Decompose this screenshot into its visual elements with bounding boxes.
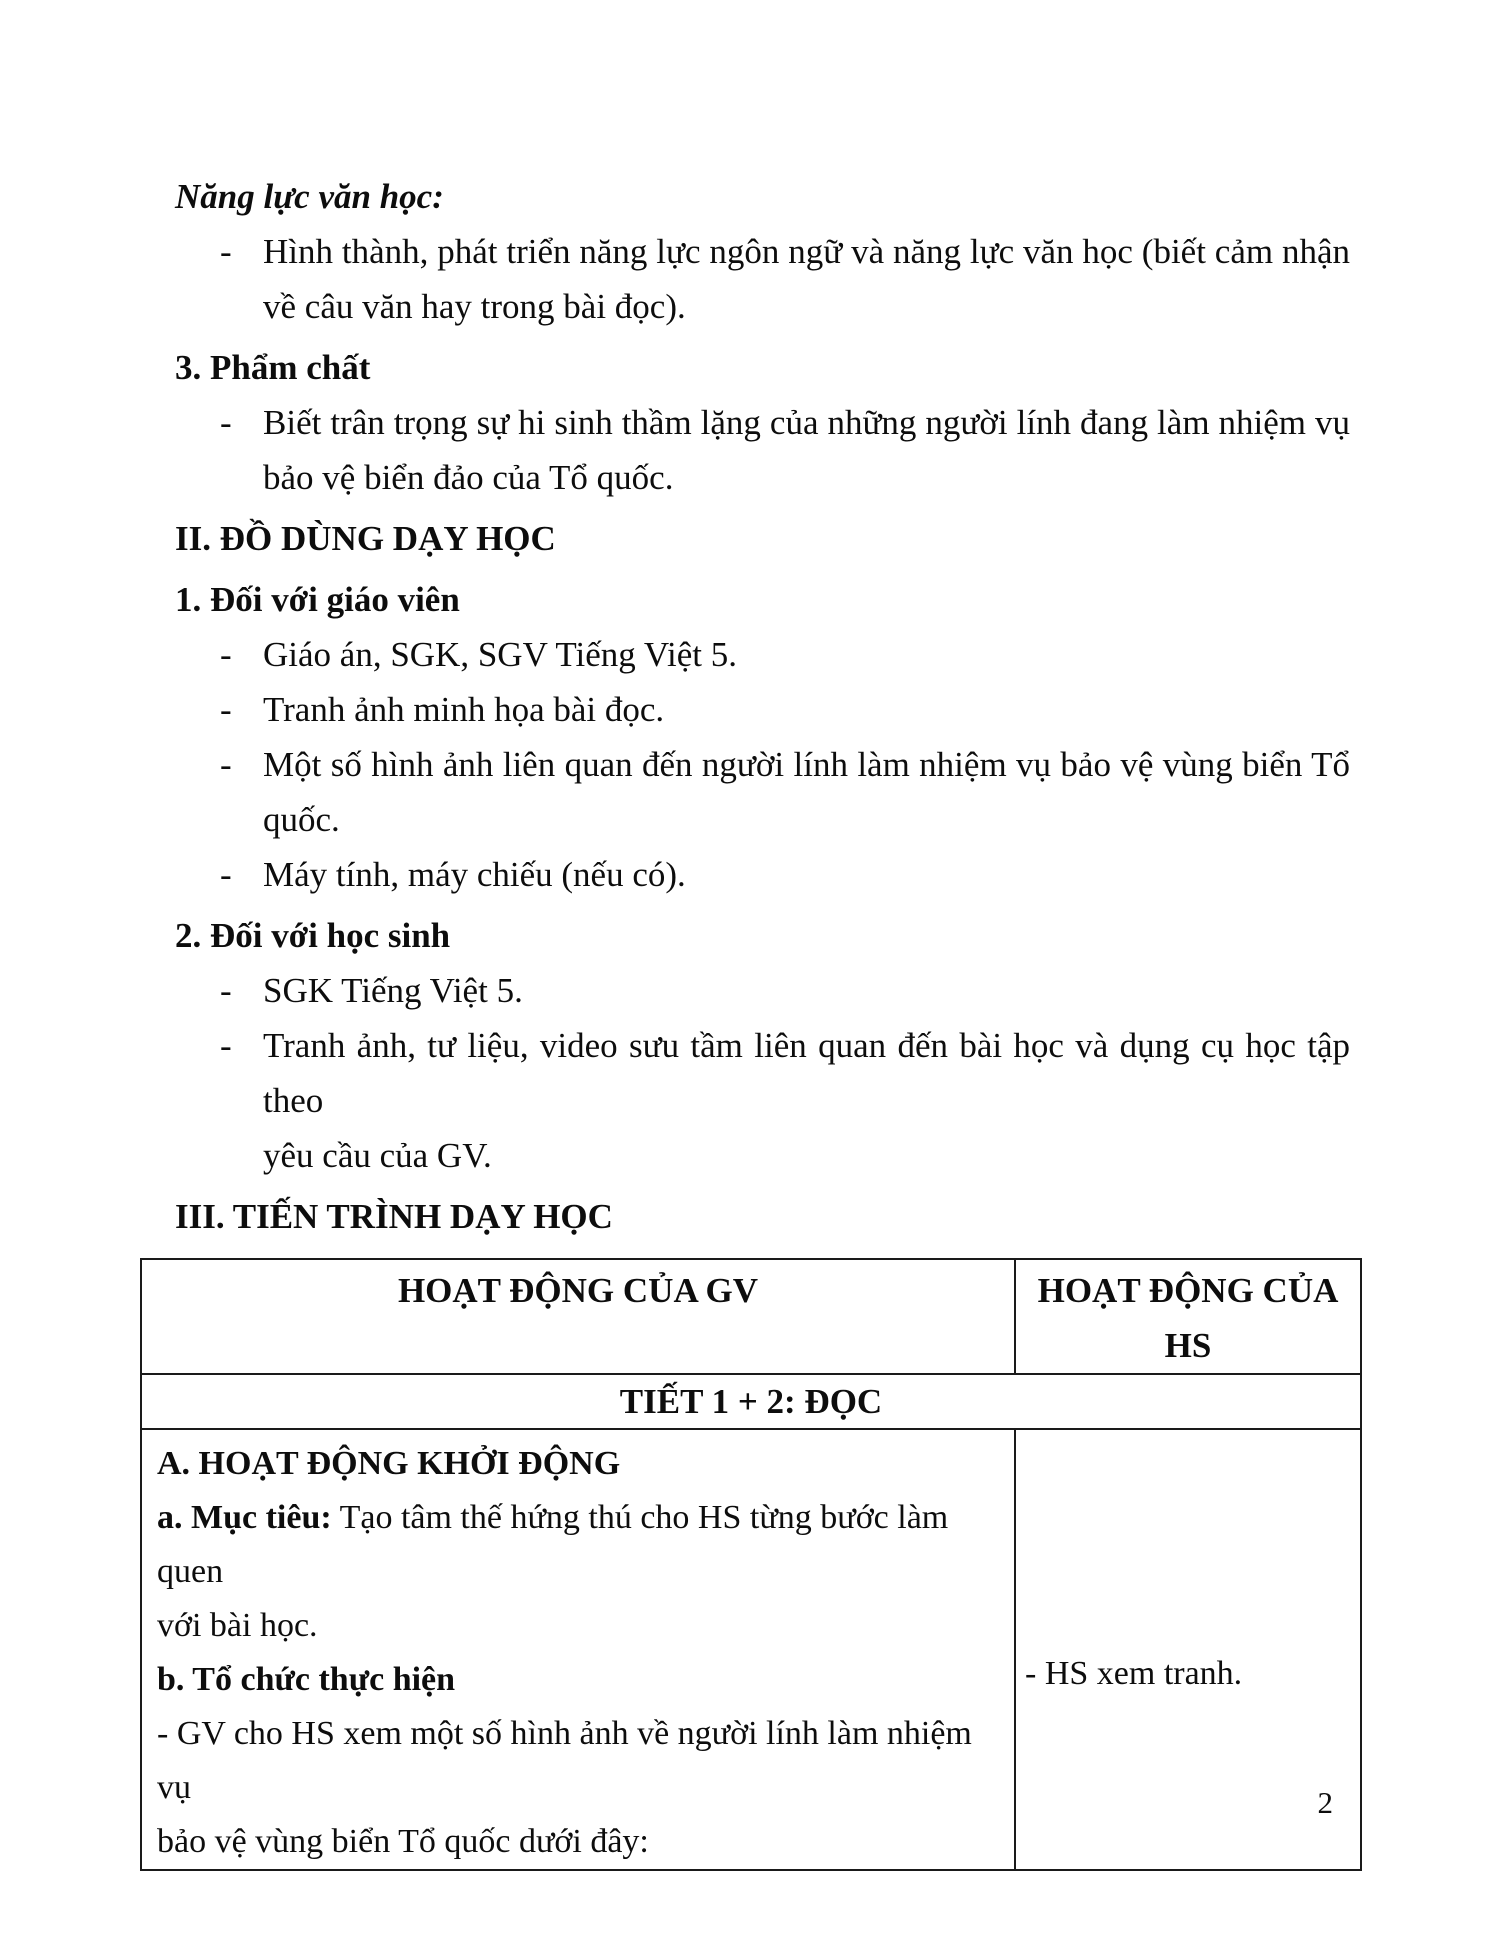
- bullet-sgk-text: SGK Tiếng Việt 5.: [263, 971, 523, 1010]
- tiet-doc-cell: TIẾT 1 + 2: ĐỌC: [141, 1374, 1361, 1429]
- bullet-biet-tran-trong-line2: bảo vệ biển đảo của Tổ quốc.: [263, 458, 674, 497]
- bullet-dash: -: [220, 745, 232, 784]
- heading-doi-voi-hoc-sinh: 2. Đối với học sinh: [175, 916, 451, 955]
- bullet-dash: -: [220, 635, 232, 674]
- table-header-row: [141, 1259, 1361, 1374]
- header-cell-hs: [1015, 1259, 1361, 1374]
- table-section-row: [141, 1374, 1361, 1429]
- gv-activity-cell: [141, 1429, 1015, 1870]
- header-hs-label-line1: HOẠT ĐỘNG CỦA: [1037, 1271, 1339, 1310]
- bullet-tranh-anh: [175, 682, 1350, 737]
- heading-do-dung-day-hoc: II. ĐỒ DÙNG DẠY HỌC: [175, 519, 556, 558]
- hs-activity-cell: [1015, 1429, 1361, 1870]
- hs-action-text: - HS xem tranh.: [1025, 1655, 1243, 1692]
- bullet-tranh-tu-lieu-line2: yêu cầu của GV.: [263, 1136, 492, 1175]
- bullet-biet-tran-trong: [175, 395, 1350, 450]
- page-number: 2: [1317, 1785, 1333, 1820]
- bullet-dash: -: [220, 690, 232, 729]
- muc-tieu-text: Tạo tâm thế hứng thú cho HS từng bước làm quen: [157, 1499, 949, 1590]
- bullet-dash: -: [220, 855, 232, 894]
- muc-tieu-line1: [157, 1491, 1000, 1599]
- bullet-tranh-tu-lieu-line1: Tranh ảnh, tư liệu, video sưu tầm liên quan đến bài học và dụng cụ học tập theo: [263, 1026, 1350, 1120]
- activity-table: [140, 1258, 1362, 1871]
- bullet-dash: -: [220, 232, 232, 271]
- document-body: [157, 169, 1350, 1871]
- bullet-dash: -: [220, 1026, 232, 1065]
- header-hs-label-line2: HS: [1164, 1326, 1212, 1365]
- bullet-mot-so-line2: quốc.: [263, 800, 340, 839]
- table-body-row: [141, 1429, 1361, 1870]
- header-cell-gv: [141, 1259, 1015, 1374]
- bullet-giao-an-text: Giáo án, SGK, SGV Tiếng Việt 5.: [263, 635, 738, 674]
- heading-doi-voi-giao-vien: 1. Đối với giáo viên: [175, 580, 460, 619]
- bullet-sgk: [175, 963, 1350, 1018]
- to-chuc-label: b. Tổ chức thực hiện: [157, 1661, 456, 1698]
- bullet-hinh-thanh-line1: Hình thành, phát triển năng lực ngôn ngữ và năng lực văn học (biết cảm nhận: [263, 232, 1350, 271]
- bullet-hinh-thanh: [175, 224, 1350, 279]
- khoi-dong-title: A. HOẠT ĐỘNG KHỞI ĐỘNG: [157, 1445, 621, 1482]
- bullet-dash: -: [220, 971, 232, 1010]
- bullet-tranh-anh-text: Tranh ảnh minh họa bài đọc.: [263, 690, 665, 729]
- heading-pham-chat: 3. Phẩm chất: [175, 348, 371, 387]
- bullet-hinh-thanh-line2: về câu văn hay trong bài đọc).: [263, 287, 686, 326]
- bullet-may-tinh-text: Máy tính, máy chiếu (nếu có).: [263, 855, 686, 894]
- header-gv-label: HOẠT ĐỘNG CỦA GV: [397, 1271, 759, 1310]
- muc-tieu-label: a. Mục tiêu:: [157, 1499, 332, 1536]
- bullet-tranh-tu-lieu: [175, 1018, 1350, 1128]
- heading-nang-luc-van-hoc: Năng lực văn học:: [175, 177, 444, 216]
- bullet-mot-so: [175, 737, 1350, 792]
- bullet-biet-tran-trong-line1: Biết trân trọng sự hi sinh thầm lặng của những người lính đang làm nhiệm vụ: [263, 403, 1350, 442]
- bullet-mot-so-line1: Một số hình ảnh liên quan đến người lính làm nhiệm vụ bảo vệ vùng biển Tổ: [263, 745, 1350, 784]
- heading-tien-trinh-day-hoc: III. TIẾN TRÌNH DẠY HỌC: [175, 1197, 613, 1236]
- bullet-giao-an: [175, 627, 1350, 682]
- bullet-dash: -: [220, 403, 232, 442]
- gv-action-line1: - GV cho HS xem một số hình ảnh về người lính làm nhiệm vụ: [157, 1715, 972, 1806]
- gv-action-line2: bảo vệ vùng biển Tổ quốc dưới đây:: [157, 1823, 649, 1860]
- bullet-may-tinh: [175, 847, 1350, 902]
- muc-tieu-line2: với bài học.: [157, 1607, 318, 1644]
